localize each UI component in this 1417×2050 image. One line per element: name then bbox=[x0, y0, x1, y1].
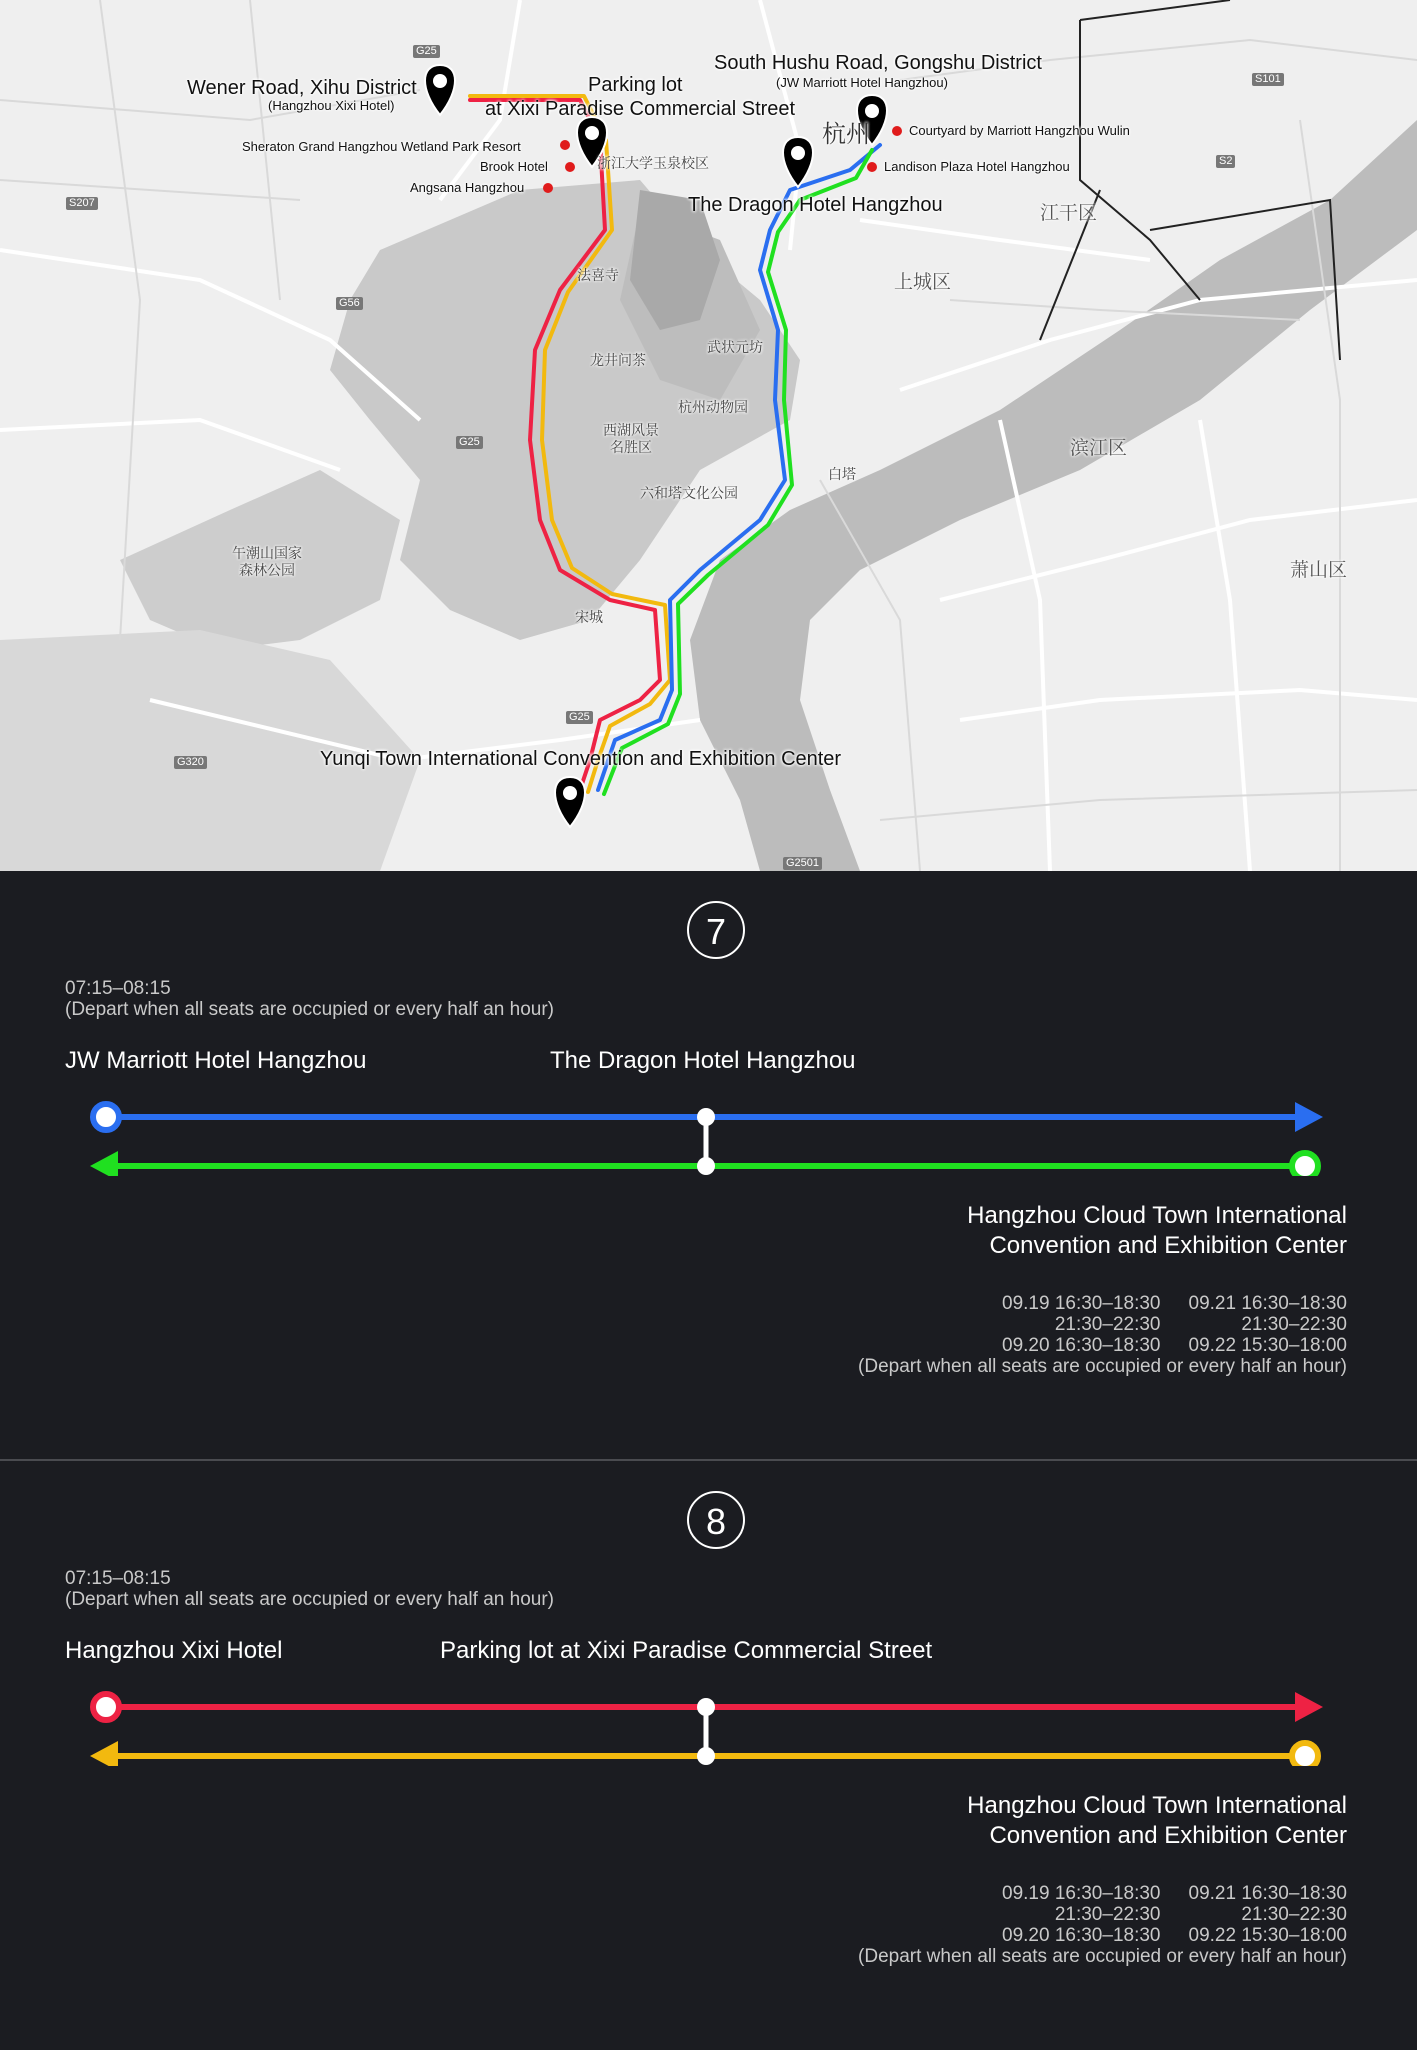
route-number-badge: 7 bbox=[687, 901, 745, 959]
morning-time: 07:15–08:15 bbox=[65, 978, 171, 999]
road-shield: G2501 bbox=[783, 857, 822, 870]
mid-stop-marker-bottom bbox=[697, 1157, 715, 1175]
schedule-entry: 09.21 16:30–18:30 bbox=[1188, 1883, 1347, 1904]
route-8-section bbox=[0, 1461, 1417, 2050]
place-xihu-scenic: 西湖风景 名胜区 bbox=[603, 422, 659, 455]
destination-line-1: Hangzhou Cloud Town International bbox=[967, 1792, 1347, 1819]
schedule-entry: 09.19 16:30–18:30 bbox=[1002, 1293, 1161, 1314]
road-shield: G320 bbox=[174, 756, 207, 769]
place-baita: 白塔 bbox=[828, 466, 856, 482]
morning-note: (Depart when all seats are occupied or every half an hour) bbox=[65, 1589, 554, 1610]
place-jianggan: 江干区 bbox=[1040, 203, 1098, 224]
road-shield: S2 bbox=[1216, 155, 1235, 168]
place-longjing: 龙井问茶 bbox=[590, 352, 646, 368]
start-stop-marker bbox=[93, 1694, 119, 1720]
route-number-badge: 8 bbox=[687, 1491, 745, 1549]
stop-start: Hangzhou Xixi Hotel bbox=[65, 1637, 283, 1664]
place-shangcheng: 上城区 bbox=[894, 272, 952, 293]
pin-label-hushu-sub: (JW Marriott Hotel Hangzhou) bbox=[776, 75, 948, 90]
route-7-diagram bbox=[0, 1096, 1417, 1176]
outbound-arrow bbox=[1295, 1692, 1323, 1722]
hotel-label-landison: Landison Plaza Hotel Hangzhou bbox=[884, 159, 1070, 174]
place-songcheng: 宋城 bbox=[575, 609, 603, 625]
place-wuzhuang: 武状元坊 bbox=[707, 339, 763, 355]
destination-line-1: Hangzhou Cloud Town International bbox=[967, 1202, 1347, 1229]
place-liuhe: 六和塔文化公园 bbox=[640, 485, 738, 501]
return-arrow bbox=[90, 1151, 118, 1176]
schedule-entry: 21:30–22:30 bbox=[1241, 1904, 1347, 1925]
hotel-label-courtyard: Courtyard by Marriott Hangzhou Wulin bbox=[909, 123, 1130, 138]
pin-dragon bbox=[783, 137, 813, 187]
road-shield: G25 bbox=[566, 711, 593, 724]
schedule-entry: 09.21 16:30–18:30 bbox=[1188, 1293, 1347, 1314]
outbound-arrow bbox=[1295, 1102, 1323, 1132]
place-hangzhou: 杭州 bbox=[822, 121, 870, 148]
mid-stop-marker-top bbox=[697, 1108, 715, 1126]
place-binjiang: 滨江区 bbox=[1070, 438, 1128, 459]
destination-name bbox=[967, 1201, 1347, 1261]
road-shield: S207 bbox=[66, 197, 98, 210]
start-stop-marker bbox=[93, 1104, 119, 1130]
place-faxi: 法喜寺 bbox=[577, 267, 619, 283]
return-schedule bbox=[858, 1883, 1347, 1967]
pin-label-yunqi: Yunqi Town International Convention and Exhibition Center bbox=[320, 748, 842, 770]
place-wuchao-park: 午潮山国家 森林公园 bbox=[232, 545, 302, 578]
destination-name bbox=[967, 1791, 1347, 1851]
hotel-label-brook: Brook Hotel bbox=[480, 159, 548, 174]
stop-mid: The Dragon Hotel Hangzhou bbox=[550, 1047, 856, 1074]
road-shield: G25 bbox=[456, 436, 483, 449]
return-schedule bbox=[858, 1293, 1347, 1377]
pin-label-parking: Parking lot bbox=[588, 74, 683, 96]
road-shield: S101 bbox=[1252, 73, 1284, 86]
pin-label-dragon: The Dragon Hotel Hangzhou bbox=[688, 194, 943, 216]
stop-mid: Parking lot at Xixi Paradise Commercial Street bbox=[440, 1637, 933, 1664]
schedule-entry: 09.19 16:30–18:30 bbox=[1002, 1883, 1161, 1904]
schedule-note: (Depart when all seats are occupied or every half an hour) bbox=[858, 1356, 1347, 1377]
pin-label-wener-sub: (Hangzhou Xixi Hotel) bbox=[268, 98, 395, 113]
morning-time: 07:15–08:15 bbox=[65, 1568, 171, 1589]
place-zhejiang-univ: 浙江大学玉泉校区 bbox=[597, 155, 709, 171]
pin-yunqi bbox=[555, 777, 585, 827]
return-arrow bbox=[90, 1741, 118, 1766]
morning-note: (Depart when all seats are occupied or every half an hour) bbox=[65, 999, 554, 1020]
map-canvas bbox=[0, 0, 1417, 871]
pin-label-hushu: South Hushu Road, Gongshu District bbox=[714, 52, 1042, 74]
route-map[interactable] bbox=[0, 0, 1417, 871]
mid-stop-marker-bottom bbox=[697, 1747, 715, 1765]
pin-label-wener: Wener Road, Xihu District bbox=[187, 77, 417, 99]
place-xiaoshan: 萧山区 bbox=[1290, 560, 1348, 581]
schedule-entry: 09.22 15:30–18:00 bbox=[1188, 1335, 1347, 1356]
schedule-entry: 09.20 16:30–18:30 bbox=[1002, 1335, 1161, 1356]
road-shield: G25 bbox=[413, 45, 440, 58]
schedule-entry: 09.20 16:30–18:30 bbox=[1002, 1925, 1161, 1946]
route-8-diagram bbox=[0, 1686, 1417, 1766]
road-shield: G56 bbox=[336, 297, 363, 310]
mid-stop-marker-top bbox=[697, 1698, 715, 1716]
schedule-entry: 21:30–22:30 bbox=[1054, 1904, 1161, 1925]
place-zoo: 杭州动物园 bbox=[678, 399, 748, 415]
pin-wener bbox=[425, 65, 455, 115]
schedule-note: (Depart when all seats are occupied or every half an hour) bbox=[858, 1946, 1347, 1967]
schedule-entry: 21:30–22:30 bbox=[1054, 1314, 1161, 1335]
schedule-entry: 21:30–22:30 bbox=[1241, 1314, 1347, 1335]
stop-start: JW Marriott Hotel Hangzhou bbox=[65, 1047, 367, 1074]
end-stop-marker bbox=[1292, 1153, 1318, 1176]
pin-label-parking-2: at Xixi Paradise Commercial Street bbox=[485, 98, 796, 120]
destination-line-2: Convention and Exhibition Center bbox=[989, 1232, 1347, 1259]
end-stop-marker bbox=[1292, 1743, 1318, 1766]
hotel-label-sheraton: Sheraton Grand Hangzhou Wetland Park Resort bbox=[242, 139, 521, 154]
hotel-label-angsana: Angsana Hangzhou bbox=[410, 180, 525, 195]
destination-line-2: Convention and Exhibition Center bbox=[989, 1822, 1347, 1849]
route-7-section bbox=[0, 871, 1417, 1459]
schedule-entry: 09.22 15:30–18:00 bbox=[1188, 1925, 1347, 1946]
